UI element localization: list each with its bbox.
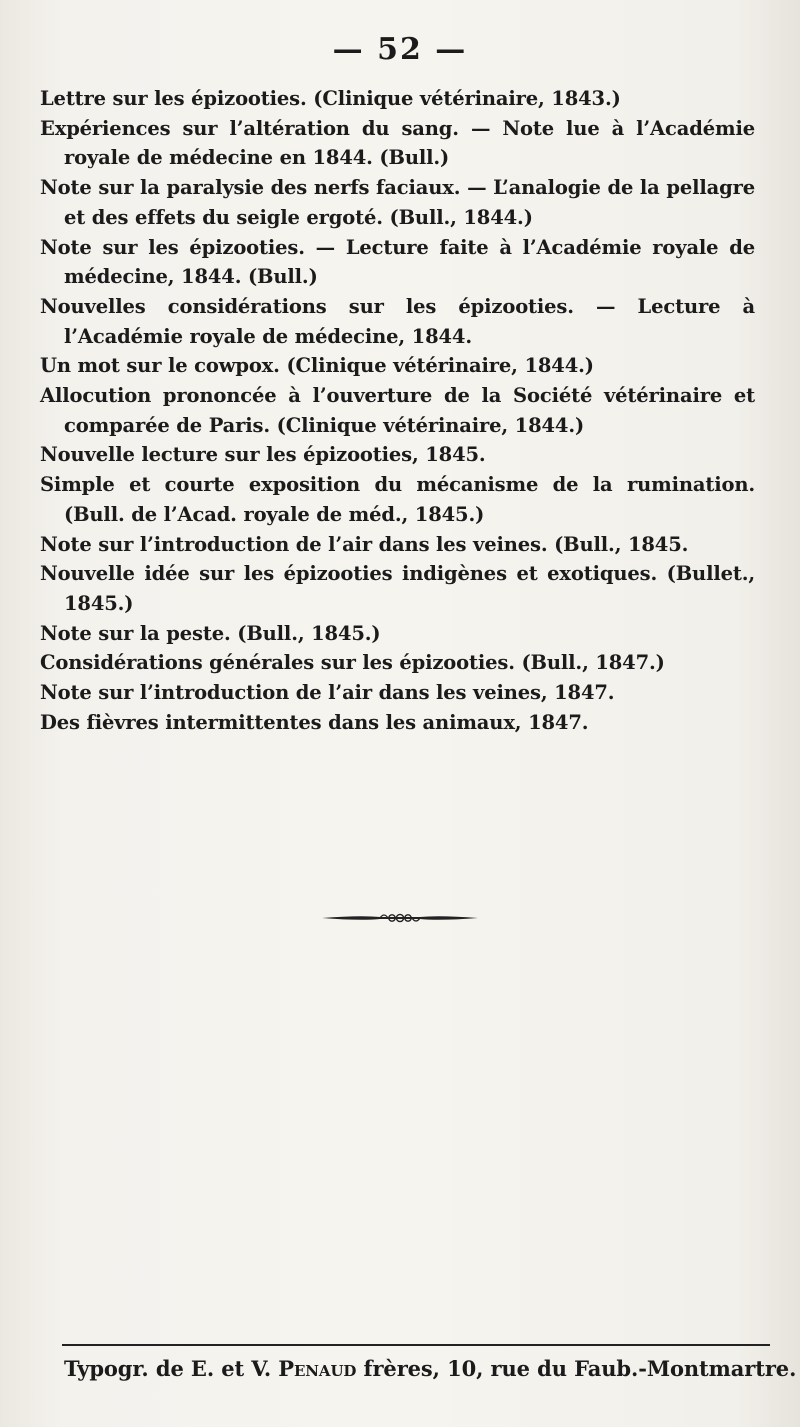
- list-item: Note sur la paralysie des nerfs faciaux. — L’analogie de la pellagre et des effets du seigle ergoté. (Bull., 1844.): [40, 176, 755, 229]
- list-item: Des fièvres intermittentes dans les animaux, 1847.: [40, 710, 589, 734]
- list-item: Note sur l’introduction de l’air dans les veines. (Bull., 1845.: [40, 532, 689, 556]
- list-item: Note sur les épizooties. — Lecture faite à l’Académie royale de médecine, 1844. (Bull.): [40, 235, 755, 289]
- list-item: Allocution prononcée à l’ouverture de la Société vétérinaire et comparée de Paris. (Clinique vétérinaire, 1844.): [40, 384, 755, 437]
- imprint-prefix: Typogr. de E. et V.: [64, 1356, 279, 1381]
- printer-name: Penaud: [278, 1356, 357, 1381]
- list-item: Expériences sur l’altération du sang. — Note lue à l’Académie royale de médecine en 1844. (Bull.): [40, 116, 755, 170]
- list-item: Note sur l’introduction de l’air dans les veines, 1847.: [40, 681, 615, 705]
- page-number: — 52 —: [332, 32, 468, 67]
- list-item: Considérations générales sur les épizooties. (Bull., 1847.): [40, 651, 665, 675]
- list-item: Nouvelle idée sur les épizooties indigènes et exotiques. (Bullet., 1845.): [40, 562, 755, 615]
- imprint-suffix: frères, 10, rue du Faub.-Montmartre.: [356, 1356, 797, 1381]
- list-item: Simple et courte exposition du mécanisme de la rumination. (Bull. de l’Acad. royale de méd., 1845.): [40, 473, 755, 526]
- list-item: Nouvelles considérations sur les épizooties. — Lecture à l’Académie royale de médecine, 1844.: [40, 294, 755, 348]
- bibliography-list: [40, 84, 755, 737]
- list-item: Note sur la peste. (Bull., 1845.): [40, 621, 381, 645]
- printer-imprint: [64, 1356, 797, 1381]
- list-item: Un mot sur le cowpox. (Clinique vétérinaire, 1844.): [40, 354, 594, 378]
- ornament-divider-icon: [320, 906, 480, 930]
- footer-rule: [62, 1344, 770, 1346]
- list-item: Lettre sur les épizooties. (Clinique vétérinaire, 1843.): [40, 87, 621, 110]
- list-item: Nouvelle lecture sur les épizooties, 1845.: [40, 443, 486, 467]
